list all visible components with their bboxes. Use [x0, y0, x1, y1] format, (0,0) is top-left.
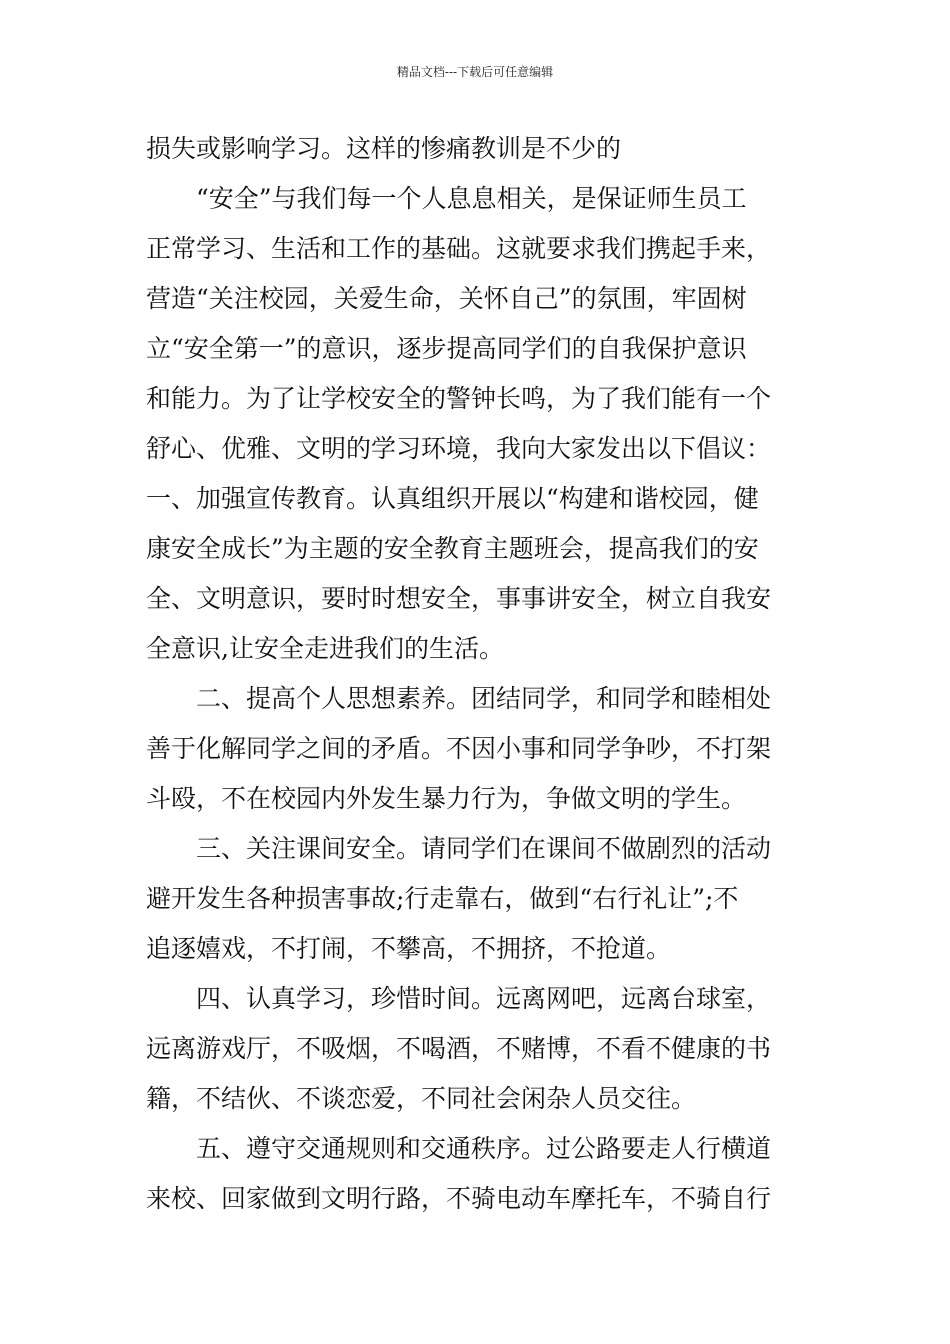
body-line: 善于化解同学之间的矛盾。不因小事和同学争吵，不打架 [146, 734, 772, 763]
body-line: “安全”与我们每一个人息息相关，是保证师生员工 [196, 184, 747, 213]
body-line: 正常学习、生活和工作的基础。这就要求我们携起手来， [146, 234, 772, 263]
body-line: 康安全成长”为主题的安全教育主题班会，提高我们的安 [146, 534, 759, 563]
body-line: 全、文明意识，要时时想安全，事事讲安全，树立自我安 [146, 584, 772, 613]
body-line: 损失或影响学习。这样的惨痛教训是不少的 [146, 134, 622, 163]
body-line: 斗殴，不在校园内外发生暴力行为，争做文明的学生。 [146, 784, 747, 813]
body-line: 三、关注课间安全。请同学们在课间不做剧烈的活动 [196, 834, 772, 863]
body-line: 来校、回家做到文明行路，不骑电动车摩托车，不骑自行 [146, 1184, 772, 1213]
body-line: 舒心、优雅、文明的学习环境，我向大家发出以下倡议： [146, 434, 772, 463]
body-line: 一、加强宣传教育。认真组织开展以“构建和谐校园，健 [146, 484, 759, 513]
body-line: 避开发生各种损害事故;行走靠右，做到“右行礼让”;不 [146, 884, 739, 913]
body-line: 四、认真学习，珍惜时间。远离网吧，远离台球室， [196, 984, 772, 1013]
body-line: 追逐嬉戏，不打闹，不攀高，不拥挤，不抢道。 [146, 934, 672, 963]
body-line: 营造“关注校园，关爱生命，关怀自己”的氛围，牢固树 [146, 284, 747, 313]
page-header: 精品文档---下载后可任意编辑 [396, 65, 554, 79]
body-line: 全意识,让安全走进我们的生活。 [146, 634, 504, 663]
body-line: 二、提高个人思想素养。团结同学，和同学和睦相处 [196, 684, 772, 713]
body-line: 籍，不结伙、不谈恋爱，不同社会闲杂人员交往。 [146, 1084, 697, 1113]
body-line: 立“安全第一”的意识，逐步提高同学们的自我保护意识 [146, 334, 747, 363]
body-line: 五、遵守交通规则和交通秩序。过公路要走人行横道 [196, 1134, 772, 1163]
document-body [146, 124, 808, 1224]
body-line: 和能力。为了让学校安全的警钟长鸣，为了我们能有一个 [146, 384, 772, 413]
body-line: 远离游戏厅，不吸烟，不喝酒，不赌博，不看不健康的书 [146, 1034, 772, 1063]
